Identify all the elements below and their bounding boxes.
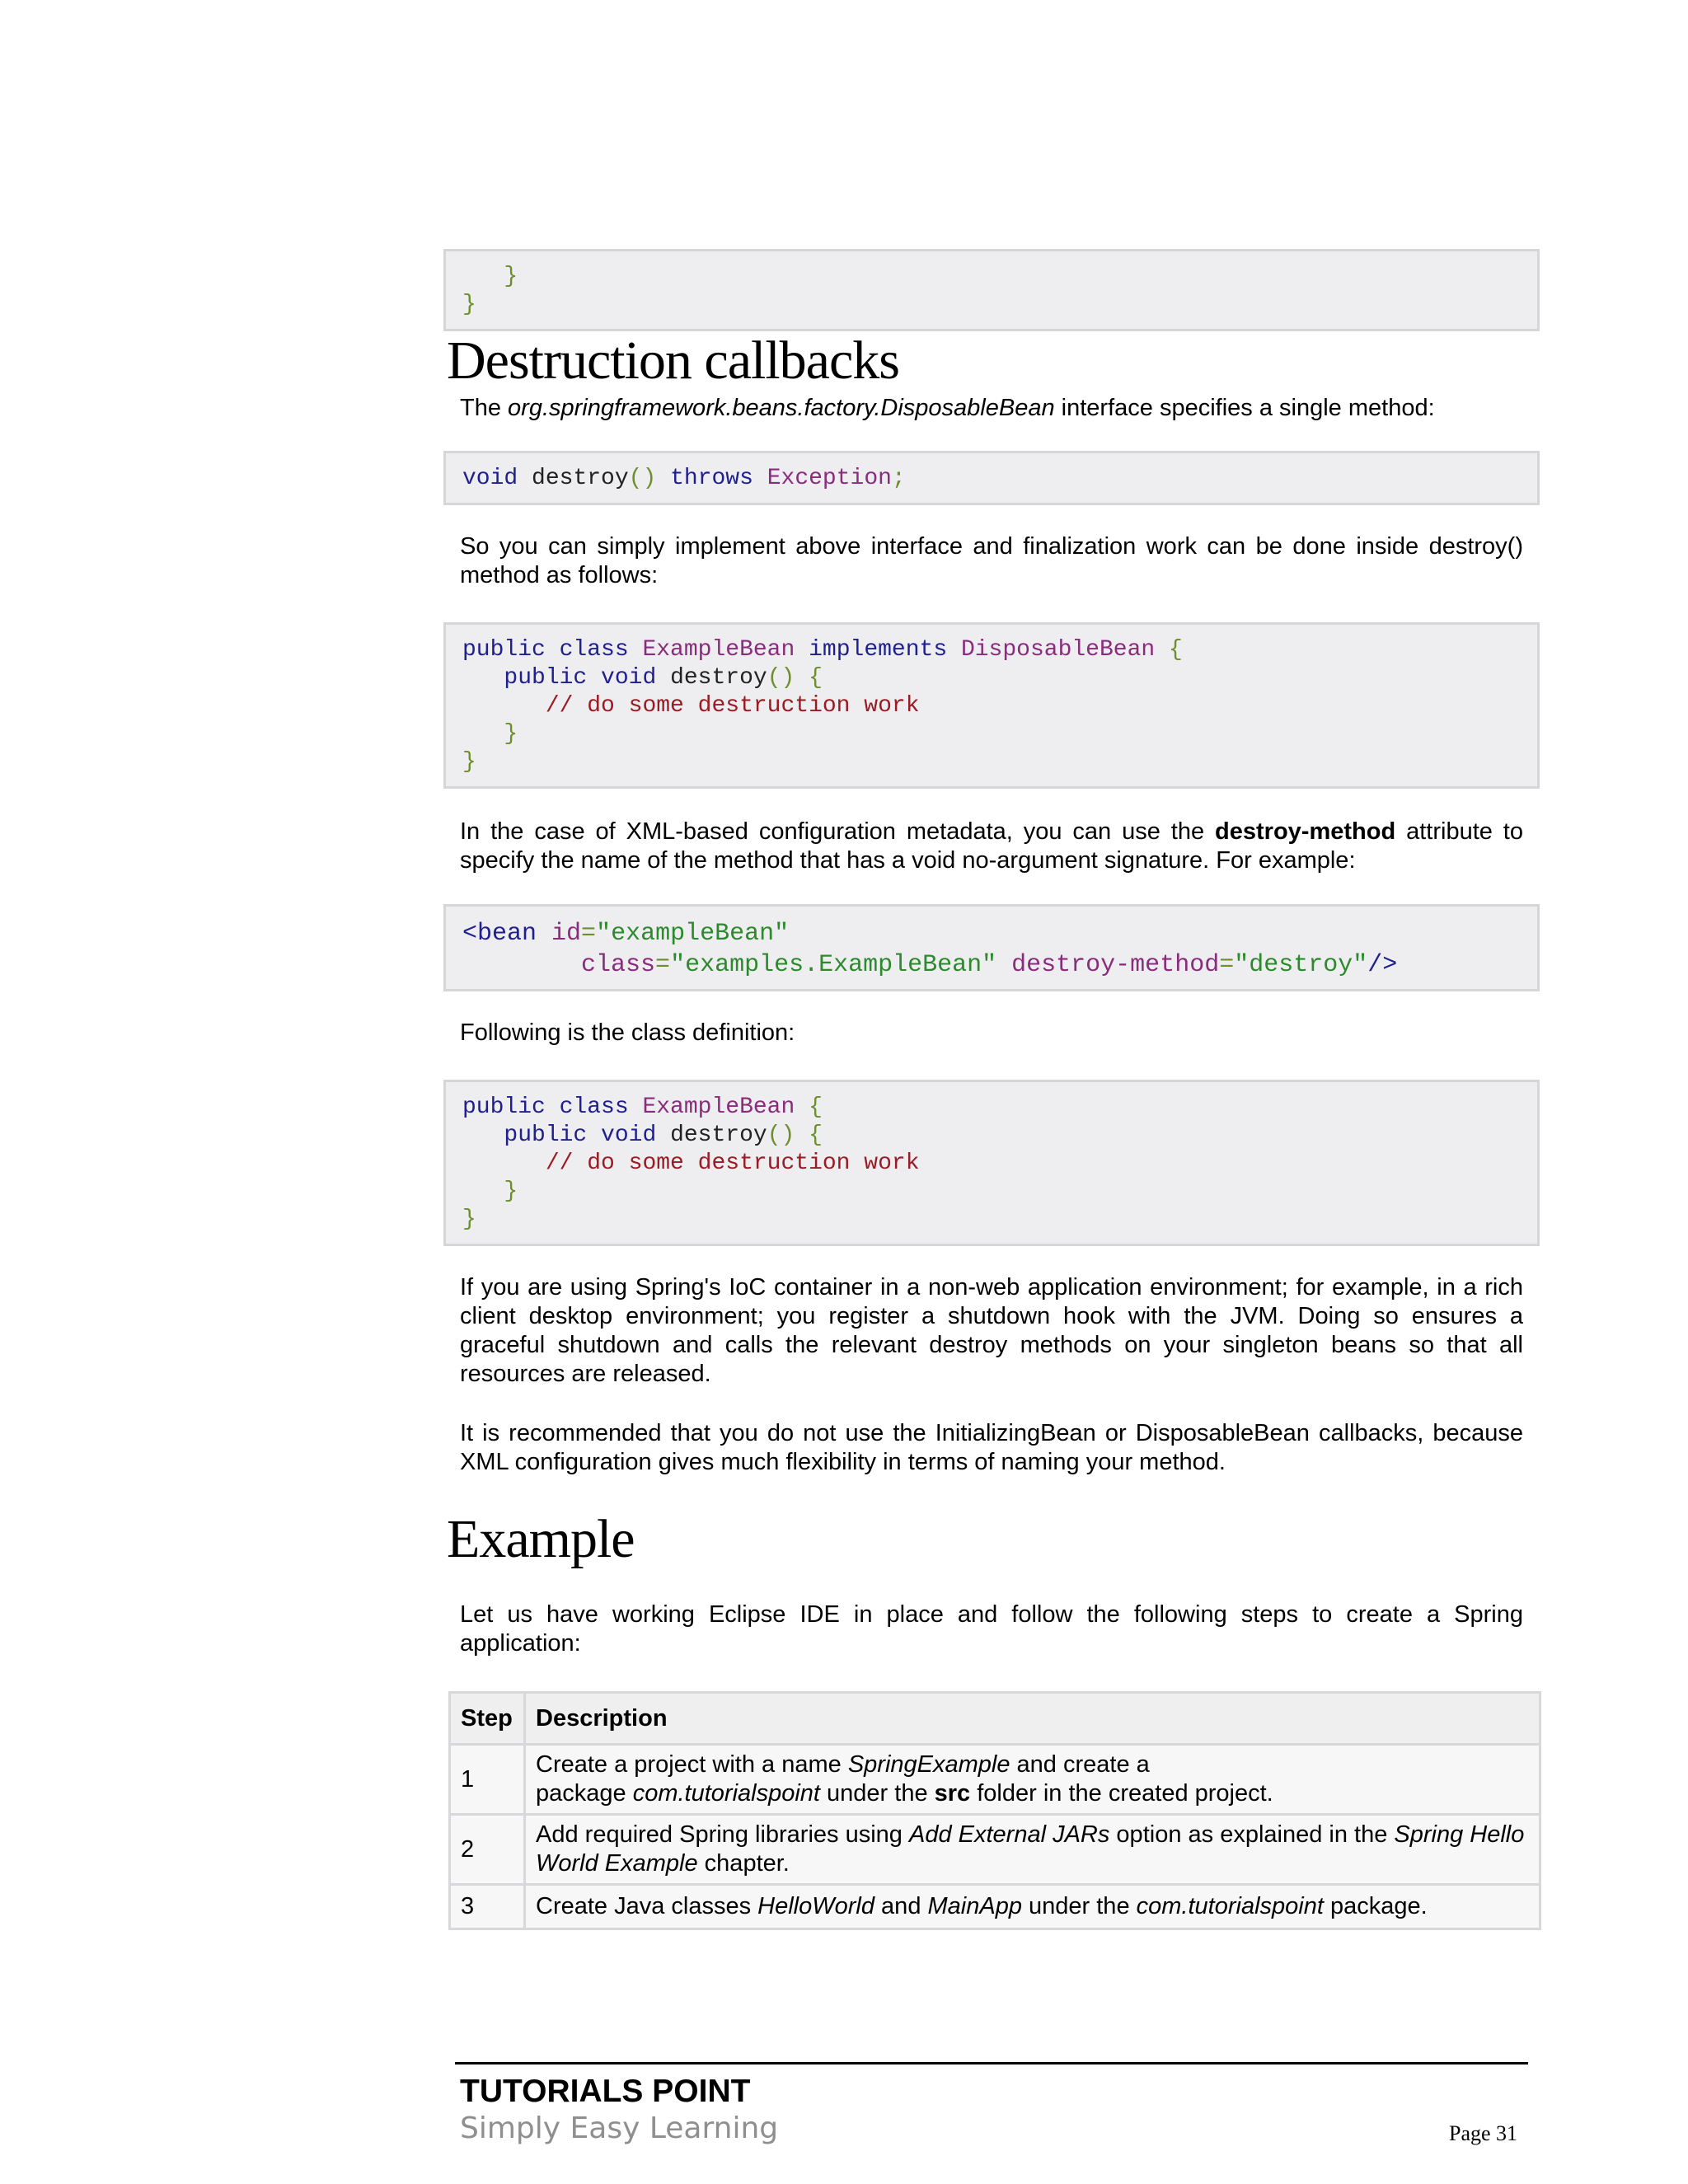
implement-paragraph: So you can simply implement above interface and finalization work can be done inside destroy() method as follows: [460, 533, 1523, 588]
code-brace: { [809, 665, 823, 691]
code-method: destroy [670, 665, 767, 691]
recommendation-paragraph: It is recommended that you do not use the InitializingBean or DisposableBean callbacks, because XML configuration gives much flexibility in terms of naming your method. [460, 1420, 1523, 1475]
section-heading-example: Example [447, 1509, 635, 1569]
code-comment: // do some destruction work [545, 1151, 920, 1176]
page-number: Page 31 [1449, 2121, 1518, 2145]
code-keyword: public void [504, 665, 657, 691]
italic-term: Spring Hello World Example [536, 1821, 1525, 1877]
description-text: folder in the created project. [970, 1780, 1273, 1807]
code-block-class-definition [443, 1080, 1540, 1246]
code-method: destroy [532, 466, 629, 491]
code-lines [462, 918, 1397, 981]
footer-brand: TUTORIALS POINT [460, 2074, 751, 2109]
code-keyword: throws [670, 466, 753, 491]
code-brace: { [1169, 637, 1183, 663]
xml-attribute: id [551, 920, 582, 948]
code-brace: { [809, 1094, 823, 1120]
code-paren: () [628, 466, 657, 491]
code-type: DisposableBean [960, 637, 1156, 663]
code-brace: } [462, 1207, 476, 1232]
code-keyword: public class [462, 637, 629, 663]
xml-value: "examples.ExampleBean" [670, 951, 997, 979]
footer-tagline: Simply Easy Learning [460, 2111, 779, 2145]
code-semicolon: ; [891, 466, 906, 491]
code-class-name: ExampleBean [642, 1094, 795, 1120]
table-header-row [450, 1693, 1540, 1745]
description-text: Add required Spring libraries using [536, 1821, 909, 1848]
code-brace: } [504, 1179, 518, 1204]
description-text: and create a [1010, 1751, 1150, 1778]
italic-term: Add External JARs [908, 1821, 1110, 1848]
code-block-top [443, 249, 1540, 331]
example-intro-paragraph: Let us have working Eclipse IDE in place and follow the following steps to create a Spring application: [460, 1601, 1523, 1657]
paragraph-text: In the case of XML-based configuration metadata, you can use the [460, 818, 1216, 845]
italic-term: com.tutorialspoint [632, 1780, 820, 1807]
class-definition-label: Following is the class definition: [460, 1019, 795, 1046]
code-brace: } [504, 721, 518, 747]
intro-text: interface specifies a single method: [1054, 395, 1435, 421]
steps-table-body [450, 1745, 1540, 1929]
interface-name: org.springframework.beans.factory.DisposableBean [508, 395, 1055, 421]
xml-attribute: destroy-method [1011, 951, 1220, 979]
code-method: destroy [670, 1122, 767, 1148]
step-description [525, 1885, 1540, 1929]
xml-value: "destroy" [1234, 951, 1368, 979]
description-text: under the [819, 1780, 935, 1807]
xml-config-paragraph [460, 818, 1523, 875]
description-text: Create Java classes [536, 1893, 758, 1919]
table-row [450, 1745, 1540, 1815]
italic-term: SpringExample [847, 1751, 1010, 1778]
xml-equals: = [655, 951, 671, 979]
step-number: 3 [450, 1885, 525, 1929]
description-text: Create a project with a name [536, 1751, 848, 1778]
description-text: package. [1323, 1893, 1428, 1919]
step-number: 2 [450, 1815, 525, 1885]
xml-value: "exampleBean" [596, 920, 790, 948]
code-paren: () [767, 1122, 795, 1148]
code-lines [462, 263, 518, 319]
code-brace: } [462, 292, 476, 317]
code-block-destroy-signature [443, 451, 1540, 505]
code-lines [462, 1094, 920, 1234]
code-keyword: void [462, 466, 518, 491]
disposablebean-intro [460, 394, 1523, 423]
footer-rule [455, 2062, 1528, 2064]
step-number: 1 [450, 1745, 525, 1815]
code-keyword: implements [809, 637, 948, 663]
xml-tag-close: /> [1367, 951, 1398, 979]
description-text: under the [1021, 1893, 1137, 1919]
code-line [462, 465, 906, 493]
code-type: Exception [767, 466, 892, 491]
paragraph-text: attribute to specify the name of the method that has a void no-argument signature. For example: [460, 818, 1523, 874]
code-brace: } [462, 749, 476, 775]
ioc-shutdown-paragraph: If you are using Spring's IoC container in a non-web application environment; for example, in a rich client desktop environment; you register a shutdown hook with the JVM. Doing so ensures a graceful shutdown and calls the relevant destroy methods on your singleton beans so that all resources are released. [460, 1274, 1523, 1387]
italic-term: com.tutorialspoint [1136, 1893, 1324, 1919]
description-text: option as explained in the [1109, 1821, 1395, 1848]
code-keyword: public class [462, 1094, 629, 1120]
italic-term: HelloWorld [757, 1893, 874, 1919]
xml-tag: <bean [462, 920, 537, 948]
code-class-name: ExampleBean [642, 637, 795, 663]
steps-table [448, 1691, 1541, 1930]
description-text: chapter. [697, 1850, 790, 1877]
code-block-disposable-impl [443, 622, 1540, 789]
header-step: Step [450, 1693, 525, 1745]
italic-term: MainApp [927, 1893, 1022, 1919]
code-block-xml-bean [443, 904, 1540, 991]
table-row [450, 1885, 1540, 1929]
xml-attribute: class [581, 951, 656, 979]
xml-equals: = [581, 920, 597, 948]
intro-text: The [460, 395, 509, 421]
step-description [525, 1815, 1540, 1885]
xml-equals: = [1219, 951, 1235, 979]
header-description: Description [525, 1693, 1540, 1745]
destroy-method-term: destroy-method [1215, 818, 1396, 845]
code-comment: // do some destruction work [545, 693, 920, 719]
table-row [450, 1815, 1540, 1885]
section-heading-destruction: Destruction callbacks [447, 330, 899, 391]
code-paren: () [767, 665, 795, 691]
bold-term: src [934, 1780, 971, 1807]
code-brace: } [504, 264, 518, 289]
description-text: package [536, 1780, 633, 1807]
code-lines [462, 636, 1183, 776]
step-description [525, 1745, 1540, 1815]
code-keyword: public void [504, 1122, 657, 1148]
description-text: and [874, 1893, 928, 1919]
code-brace: { [809, 1122, 823, 1148]
